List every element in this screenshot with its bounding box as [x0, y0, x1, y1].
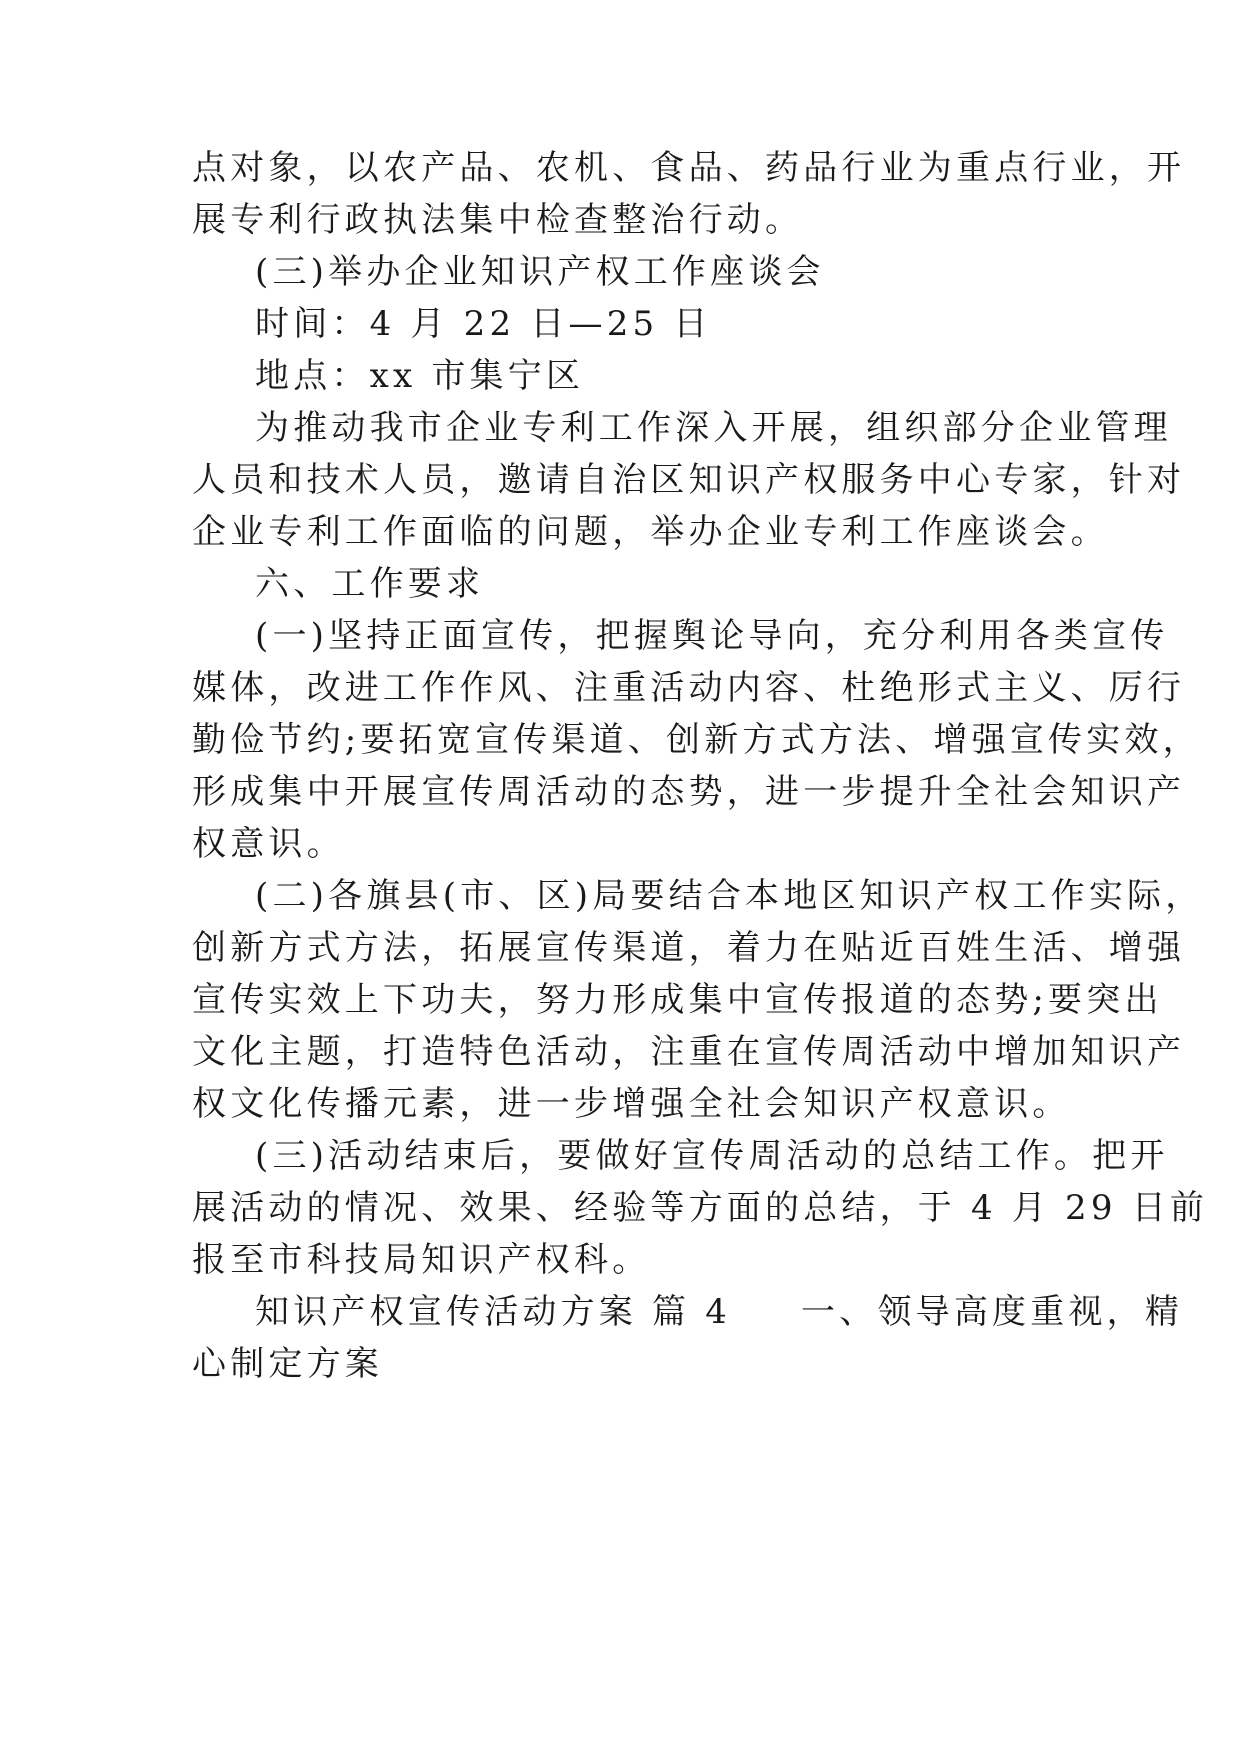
subsection-heading: (三)举办企业知识产权工作座谈会: [255, 252, 825, 292]
body-text-line: 报至市科技局知识产权科。: [192, 1240, 651, 1280]
body-text-line: (二)各旗县(市、区)局要结合本地区知识产权工作实际，: [255, 876, 1204, 916]
body-text-line: 企业专利工作面临的问题，举办企业专利工作座谈会。: [192, 512, 1109, 552]
body-text-line: 人员和技术人员，邀请自治区知识产权服务中心专家，针对: [192, 460, 1186, 500]
doc-title: 知识产权宣传活动方案 篇 4: [255, 1292, 732, 1332]
time-line: 时间：4 月 22 日—25 日: [255, 304, 712, 344]
body-text-line: 展专利行政执法集中检查整治行动。: [192, 200, 804, 240]
body-text-line: 创新方式方法，拓展宣传渠道，着力在贴近百姓生活、增强: [192, 928, 1186, 968]
body-text-line: 点对象，以农产品、农机、食品、药品行业为重点行业，开: [192, 148, 1186, 188]
body-text-line: 心制定方案: [192, 1344, 383, 1384]
body-text-line: 宣传实效上下功夫，努力形成集中宣传报道的态势;要突出: [192, 980, 1163, 1020]
body-text-line: 权文化传播元素，进一步增强全社会知识产权意识。: [192, 1084, 1071, 1124]
body-text-line: 勤俭节约;要拓宽宣传渠道、创新方式方法、增强宣传实效，: [192, 720, 1201, 760]
body-text-line: 为推动我市企业专利工作深入开展，组织部分企业管理: [255, 408, 1172, 448]
body-text-line: (一)坚持正面宣传，把握舆论导向，充分利用各类宣传: [255, 616, 1169, 656]
location-line: 地点：xx 市集宁区: [255, 356, 585, 396]
body-text-line: 文化主题，打造特色活动，注重在宣传周活动中增加知识产: [192, 1032, 1186, 1072]
body-text-line: (三)活动结束后，要做好宣传周活动的总结工作。把开: [255, 1136, 1169, 1176]
body-text-line: 权意识。: [192, 824, 345, 864]
doc-title-line: [255, 1289, 1184, 1335]
section-heading: 六、工作要求: [255, 564, 485, 604]
body-text-line: 形成集中开展宣传周活动的态势，进一步提升全社会知识产: [192, 772, 1186, 812]
body-text-line: 展活动的情况、效果、经验等方面的总结，于 4 月 29 日前: [192, 1188, 1209, 1228]
section-heading-inline: 一、领导高度重视，精: [801, 1292, 1184, 1332]
body-text-line: 媒体，改进工作作风、注重活动内容、杜绝形式主义、厉行: [192, 668, 1186, 708]
